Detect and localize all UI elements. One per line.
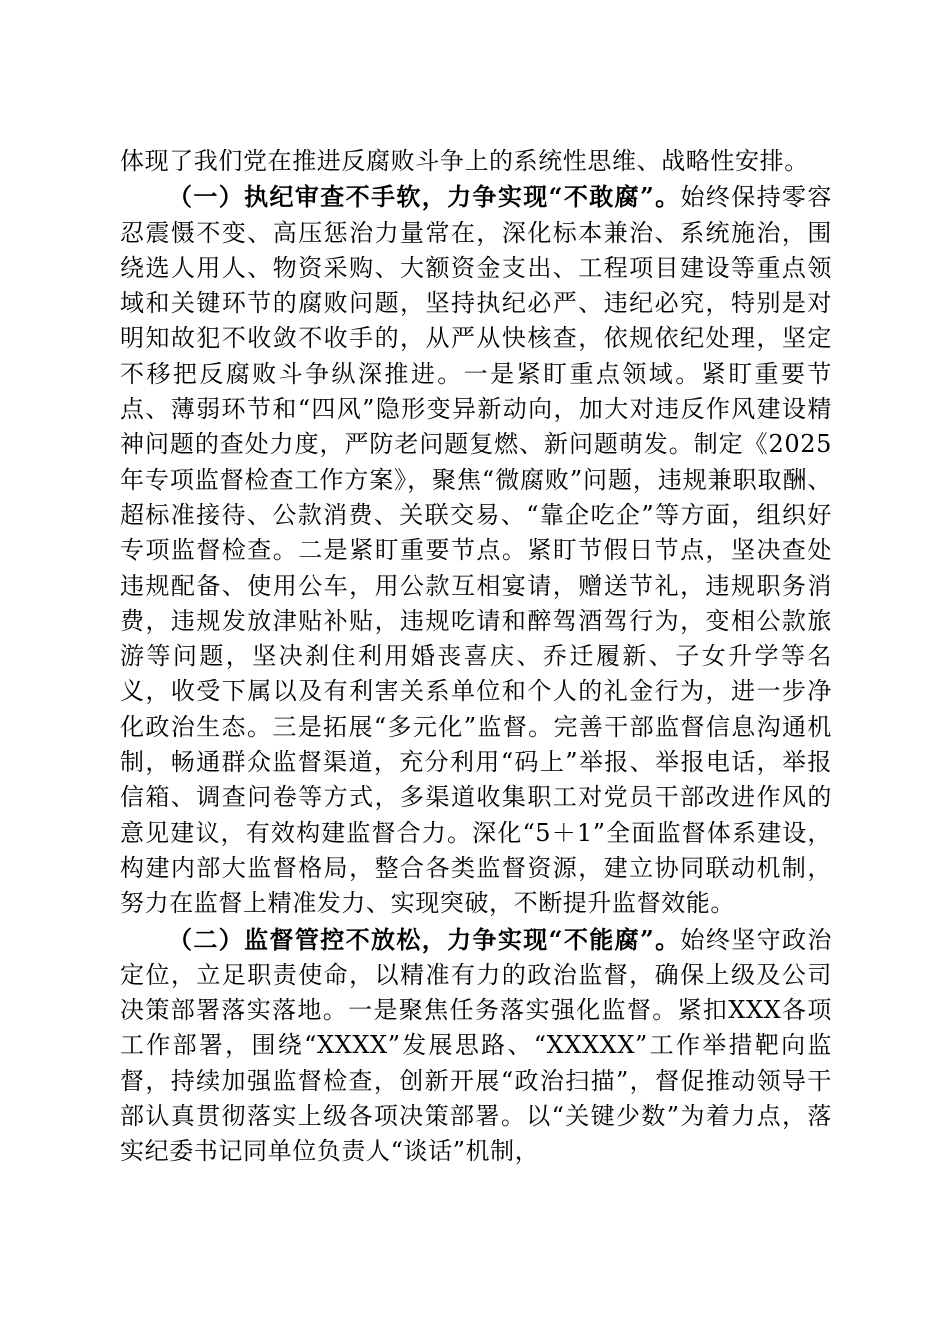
paragraph-continuation	[120, 144, 832, 179]
document-body	[120, 144, 832, 1170]
paragraph-text: 始终坚守政治定位，立足职责使命，以精准有力的政治监督，确保上级及公司决策部署落实落地。一是聚焦任务落实强化监督。紧扣XXX各项工作部署，围绕“XXXX”发展思路、“XXXXX”工作举措靶向监督，持续加强监督检查，创新开展“政治扫描”，督促推动领导干部认真贯彻落实上级各项决策部署。以“关键少数”为着力点，落实纪委书记同单位负责人“谈话”机制，	[120, 925, 832, 1166]
paragraph-section-two	[120, 922, 832, 1170]
paragraph-text: 体现了我们党在推进反腐败斗争上的系统性思维、战略性安排。	[120, 147, 809, 175]
section-heading: （二）监督管控不放松，力争实现“不能腐”。	[168, 924, 681, 954]
paragraph-section-one	[120, 179, 832, 921]
section-heading: （一）执纪审查不手软，力争实现“不敢腐”。	[168, 182, 681, 212]
paragraph-text: 始终保持零容忍震慑不变、高压惩治力量常在，深化标本兼治、系统施治，围绕选人用人、物资采购、大额资金支出、工程项目建设等重点领域和关键环节的腐败问题，坚持执纪必严、违纪必究，特别是对明知故犯不收敛不收手的，从严从快核查，依规依纪处理，坚定不移把反腐败斗争纵深推进。一是紧盯重点领域。紧盯重要节点、薄弱环节和“四风”隐形变异新动向，加大对违反作风建设精神问题的查处力度，严防老问题复燃、新问题萌发。制定《2025年专项监督检查工作方案》，聚焦“微腐败”问题，违规兼职取酬、超标准接待、公款消费、关联交易、“靠企吃企”等方面，组织好专项监督检查。二是紧盯重要节点。紧盯节假日节点，坚决查处违规配备、使用公车，用公款互相宴请，赠送节礼，违规职务消费，违规发放津贴补贴，违规吃请和醉驾酒驾行为，变相公款旅游等问题，坚决刹住利用婚丧喜庆、乔迁履新、子女升学等名义，收受下属以及有利害关系单位和个人的礼金行为，进一步净化政治生态。三是拓展“多元化”监督。完善干部监督信息沟通机制，畅通群众监督渠道，充分利用“码上”举报、举报电话，举报信箱、调查问卷等方式，多渠道收集职工对党员干部改进作风的意见建议，有效构建监督合力。深化“5＋1”全面监督体系建设，构建内部大监督格局，整合各类监督资源，建立协同联动机制，努力在监督上精准发力、实现突破，不断提升监督效能。	[120, 183, 832, 918]
